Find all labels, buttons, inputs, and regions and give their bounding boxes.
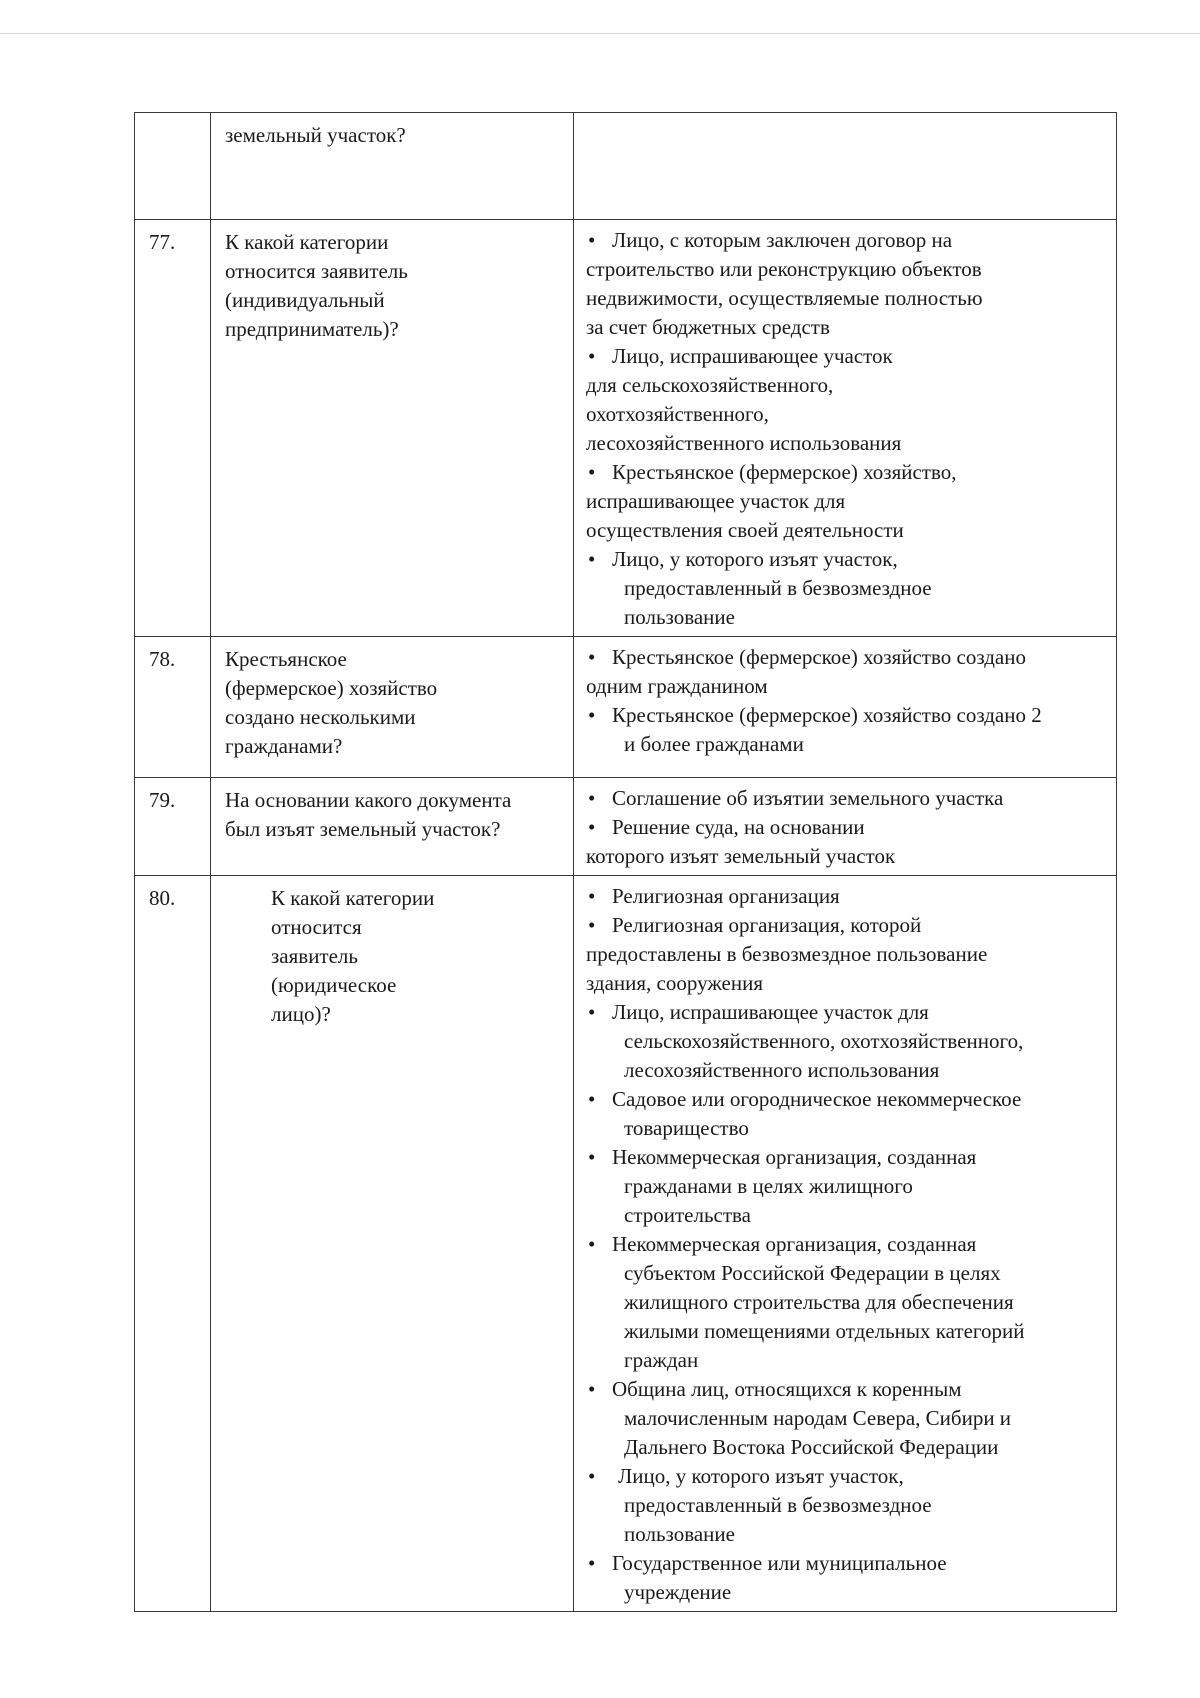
answer-option: • Решение суда, на основании — [586, 813, 1114, 842]
answer-line: которого изъят земельный участок — [586, 844, 896, 868]
answer-line: предоставленный в безвозмездное — [624, 576, 932, 600]
scan-top-edge — [0, 33, 1200, 34]
answer-line: недвижимости, осуществляемые полностью — [586, 286, 983, 310]
table-row — [135, 113, 1117, 220]
answer-option: • Крестьянское (фермерское) хозяйство, — [586, 458, 1114, 487]
answer-cell — [574, 778, 1117, 876]
question-line: К какой категории — [225, 230, 389, 254]
answer-option: • Крестьянское (фермерское) хозяйство создано 2 — [586, 701, 1114, 730]
row-number: 77. — [149, 230, 176, 254]
question-cell — [211, 220, 574, 637]
answer-line: жилыми помещениями отдельных категорий — [624, 1319, 1025, 1343]
answer-option: • Лицо, испрашивающее участок для — [586, 998, 1114, 1027]
answer-line: жилищного строительства для обеспечения — [624, 1290, 1014, 1314]
question-line: предприниматель)? — [225, 317, 399, 341]
answer-cell — [574, 113, 1117, 220]
table-row — [135, 637, 1117, 778]
answer-option: • Религиозная организация, которой — [586, 911, 1114, 940]
answer-line: малочисленным народам Севера, Сибири и — [624, 1406, 1012, 1430]
answer-option: • Лицо, у которого изъят участок, — [586, 545, 1114, 574]
question-line: был изъят земельный участок? — [225, 817, 501, 841]
answer-line: здания, сооружения — [586, 971, 764, 995]
answer-option: • Государственное или муниципальное — [586, 1549, 1114, 1578]
answer-option: • Некоммерческая организация, созданная — [586, 1230, 1114, 1259]
question-line: создано несколькими — [225, 705, 416, 729]
question-line: относится заявитель — [225, 259, 408, 283]
answer-option: • Религиозная организация — [586, 882, 1114, 911]
row-number: 79. — [149, 788, 176, 812]
answer-option: • Некоммерческая организация, созданная — [586, 1143, 1114, 1172]
answer-line: за счет бюджетных средств — [586, 315, 830, 339]
row-number-cell — [135, 637, 211, 778]
question-line: земельный участок? — [225, 123, 406, 147]
answer-line: одним гражданином — [586, 674, 768, 698]
answer-option: • Садовое или огородническое некоммерческое — [586, 1085, 1114, 1114]
answer-line: граждан — [624, 1348, 699, 1372]
answer-line: охотхозяйственного, — [586, 402, 769, 426]
answer-line: и более гражданами — [624, 732, 804, 756]
answer-line: испрашивающее участок для — [586, 489, 846, 513]
answer-line: гражданами в целях жилищного — [624, 1174, 913, 1198]
row-number: 78. — [149, 647, 176, 671]
answer-line: осуществления своей деятельности — [586, 518, 904, 542]
answer-line: пользование — [624, 605, 735, 629]
answer-line: предоставлены в безвозмездное пользование — [586, 942, 988, 966]
question-line: лицо)? — [271, 1002, 331, 1026]
answer-option: • Крестьянское (фермерское) хозяйство создано — [586, 643, 1114, 672]
question-line: На основании какого документа — [225, 788, 512, 812]
answer-option: • Соглашение об изъятии земельного участка — [586, 784, 1114, 813]
question-line: (юридическое — [271, 973, 397, 997]
answer-line: лесохозяйственного использования — [586, 431, 902, 455]
answer-option: • Лицо, у которого изъят участок, — [586, 1462, 1114, 1491]
answer-line: строительства — [624, 1203, 752, 1227]
question-line: относится — [271, 915, 362, 939]
row-number-cell — [135, 113, 211, 220]
answer-line: Дальнего Востока Российской Федерации — [624, 1435, 999, 1459]
answer-line: учреждение — [624, 1580, 732, 1604]
answer-option: • Община лиц, относящихся к коренным — [586, 1375, 1114, 1404]
table-row — [135, 220, 1117, 637]
questions-table — [134, 112, 1117, 1612]
question-cell — [211, 876, 574, 1612]
answer-cell — [574, 637, 1117, 778]
row-number: 80. — [149, 886, 176, 910]
table-row — [135, 876, 1117, 1612]
answer-line: субъектом Российской Федерации в целях — [624, 1261, 1001, 1285]
table-row — [135, 778, 1117, 876]
answer-cell — [574, 876, 1117, 1612]
question-line: гражданами? — [225, 734, 343, 758]
question-line: (фермерское) хозяйство — [225, 676, 438, 700]
row-number-cell — [135, 876, 211, 1612]
answer-option: • Лицо, испрашивающее участок — [586, 342, 1114, 371]
answer-cell — [574, 220, 1117, 637]
question-line: К какой категории — [271, 886, 435, 910]
question-cell — [211, 637, 574, 778]
question-cell — [211, 113, 574, 220]
question-line: Крестьянское — [225, 647, 347, 671]
answer-line: для сельскохозяйственного, — [586, 373, 834, 397]
row-number-cell — [135, 778, 211, 876]
question-line: (индивидуальный — [225, 288, 385, 312]
answer-option: • Лицо, с которым заключен договор на — [586, 226, 1114, 255]
question-cell — [211, 778, 574, 876]
row-number-cell — [135, 220, 211, 637]
answer-line: пользование — [624, 1522, 735, 1546]
answer-line: сельскохозяйственного, охотхозяйственного, — [624, 1029, 1024, 1053]
answer-line: строительство или реконструкцию объектов — [586, 257, 982, 281]
answer-line: лесохозяйственного использования — [624, 1058, 940, 1082]
question-line: заявитель — [271, 944, 358, 968]
answer-line: товарищество — [624, 1116, 749, 1140]
answer-line: предоставленный в безвозмездное — [624, 1493, 932, 1517]
